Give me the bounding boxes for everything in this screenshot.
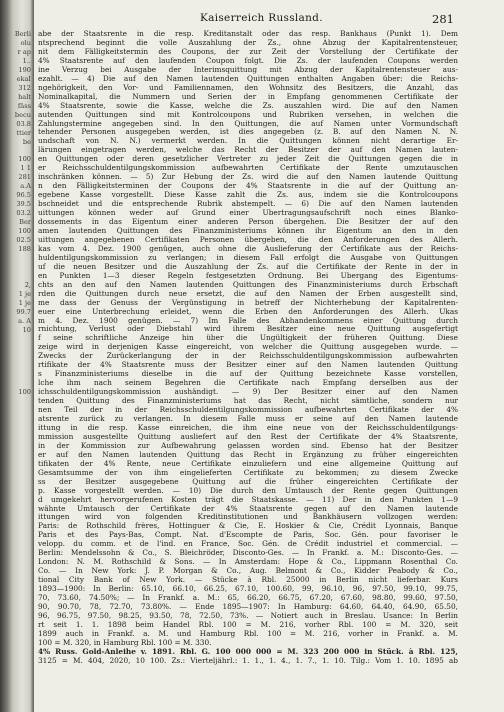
text-line: ezahlt. — 4) Die auf den Namen lautenden Quittungen enthalten Angaben über: die Reichs- xyxy=(38,74,458,83)
text-line: Berlin: Mendelssohn & Co., S. Bleichröder, Disconto-Ges. — In Frankf. a. M.: Disconto-Ges. — xyxy=(38,549,458,558)
text-line: rtifikate der 4% Staatsrente muss der Besitzer einer auf den Namen lautenden Quittung xyxy=(38,361,458,370)
margin-fragment: be xyxy=(22,137,31,146)
text-line: nen Teil der in der Reichsschuldentilgungskommission aufbewahrten Certifikate der 4% xyxy=(38,406,458,415)
text-line: p. Kasse vorgestellt werden. — 10) Die durch den Umtausch der Rente gegen Quittungen xyxy=(38,486,458,495)
text-line: ine Verzug bei Ausgabe der Interimsquittung mit Abzug der Kapitalrentensteuer aus- xyxy=(38,65,458,74)
text-line: en Punkten 1—3 dieser Regeln festgesetzten Ordnung. Bei Übergang des Eigentums- xyxy=(38,271,458,280)
text-line: ittungen wird von folgenden Kreditinstitutionen und Bankhäusern vollzogen werden: xyxy=(38,513,458,522)
text-line: tenden Quittung des Finanzministeriums hat das Recht, nicht sämtliche, sondern nur xyxy=(38,397,458,406)
margin-fragment: 100 xyxy=(18,155,31,164)
text-line: n den Fälligkeitsterminen der Coupons der 4% Staatsrente in die auf der Quittung an- xyxy=(38,182,458,191)
text-line: 96, 96.75, 97.50, 98.25, 93.50, 78, 72.50, 73%. — Notiert auch in Breslau. Usance: In Berlin xyxy=(38,611,458,620)
text-line: ichsschuldentilgungskommission aushändigt. — 9) Der Besitzer einer auf den Namen xyxy=(38,388,458,397)
text-line: uittungen können weder auf Grund einer Übertragungsaufschrift noch eines Blanko- xyxy=(38,209,458,218)
margin-fragment: Ber xyxy=(19,218,31,227)
text-line: amen lautenden Quittungen des Finanzministeriums können ihr Eigentum an den in den xyxy=(38,226,458,235)
text-line: rnichtung, Verlust oder Diebstahl wird ihrem Besitzer eine neue Quittung ausgefertigt xyxy=(38,325,458,334)
text-line: zeige wird in derjenigen Kasse eingereicht, von welcher die Quittung ausgegeben wurde. — xyxy=(38,343,458,352)
margin-fragment: 39.5 xyxy=(16,200,31,209)
text-line: bschneidet und die entsprechende Rubrik abstempelt. — 6) Die auf den Namen lautenden xyxy=(38,200,458,209)
text-line: velopp. du comm. et de l'ind. en France, Soc. Gén. de Crédit industriel et commercial. — xyxy=(38,540,458,549)
text-line: 1893—1900: In Berlin: 65.10, 66.10, 66.25, 67.10, 100.60, 99, 96.10, 96, 97.50, 99.10, 99.75, xyxy=(38,585,458,594)
margin-fragment: 03.8 xyxy=(16,119,31,128)
margin-fragment: 188 xyxy=(18,245,31,254)
text-line: atsrente zurück zu verlangen. In diesem Falle muss er seine auf den Namen lautende xyxy=(38,414,458,423)
text-line: er auf den Namen lautenden Quittung das Recht in Ergänzung zu früher eingereichten xyxy=(38,450,458,459)
text-line: egebene Kasse vorgestellt. Diese Kasse zahlt die Zs. aus, indem sie die Kontrolcoupons xyxy=(38,191,458,200)
text-line: lche ihm nach seinem Begehren die Certifikate nach Empfang derselben aus der xyxy=(38,379,458,388)
text-line: tifikaten der 4% Rente, neue Certifikate einzuliefern und eine allgemeine Quittung auf xyxy=(38,459,458,468)
margin-fragment: 2, xyxy=(24,280,31,289)
text-line: Gesamtsumme der von ihm eingelieferten Certifikate zu bekommen; zu diesem Zwecke xyxy=(38,468,458,477)
margin-fragment: olu xyxy=(20,38,31,47)
margin-fragment: 1 je xyxy=(18,298,31,307)
bond-entry-line: 3125 = M. 404, 2020, 10 100. Zs.: Vierteljährl.: 1. 1., 1. 4., 1. 7., 1. 10. Tilg.: Vom 1. 10. 1895 ab xyxy=(38,656,458,665)
margin-fragment: 96.5 xyxy=(16,191,31,200)
text-line: s Finanzministeriums dieselbe in die auf der Quittung bezeichnete Kasse vorstellen, xyxy=(38,370,458,379)
text-line: uf die neuen Besitzer und die Auszahlung der Zs. auf die Certifikate der Rente in der in xyxy=(38,262,458,271)
text-line: Co. — In New York: J. P. Morgan & Co., Aug. Belmont & Co., Kidder Peabody & Co., xyxy=(38,567,458,576)
margin-fragment: a.A xyxy=(20,182,31,191)
margin-fragment: 190 xyxy=(18,65,31,74)
text-line: me dass der Genuss der Vergünstigung in betreff der Nichterhebung der Kapitalrenten- xyxy=(38,298,458,307)
page-number: 281 xyxy=(432,12,454,26)
text-line: lärungen eingetragen werden, welche das Recht der Besitzer der auf den Namen lauten- xyxy=(38,146,458,155)
margin-fragment: ttier xyxy=(16,128,31,137)
text-line: tehender Personen ausgegeben werden, ist dies angegeben (z. B. auf den Namen N. N. xyxy=(38,128,458,137)
text-line: tional City Bank of New York. — Stücke à Rbl. 25000 in Berlin nicht lieferbar. Kurs xyxy=(38,576,458,585)
text-line: Nominalkapital, die Nummern und Serien der in Empfang genommenen Certifikate der xyxy=(38,92,458,101)
margin-fragment: 100 xyxy=(18,227,31,236)
margin-fragment: 312 xyxy=(18,83,31,92)
margin-fragment: becu xyxy=(14,110,31,119)
margin-fragment: Berli xyxy=(14,30,31,38)
text-line: d umgekehrt hervorgerufenen Kosten trägt die Staatskasse. — 11) Der in den Punkten 1—9 xyxy=(38,495,458,504)
margin-fragment: a. A xyxy=(18,316,31,325)
text-line: Paris et des Pays-Bas, Compt. Nat. d'Escompte de Paris, Soc. Gén. pour favoriser le xyxy=(38,531,458,540)
text-line: ntsprechend beginnt die volle Auszahlung der Zs., ohne Abzug der Kapitalrentensteuer, xyxy=(38,38,458,47)
text-line: en Quittungen oder deren gesetzlicher Vertreter zu jeder Zeit die Quittungen gegen die in xyxy=(38,155,458,164)
bond-entry-heading: 4% Russ. Gold-Anleihe v. 1891. Rbl. G. 100 000 000 = M. 323 200 000 in Stück. à Rbl. 125, xyxy=(38,647,458,656)
text-line: inschränken können. — 5) Zur Hebung der Zs. wird die auf den Namen lautende Quittung xyxy=(38,173,458,182)
margin-fragment: 1 je xyxy=(18,289,31,298)
text-line: m 4. Dez. 1900 genügen. — 7) Im Falle des Abhandenkommens einer Quittung durch xyxy=(38,316,458,325)
text-line: kas vom 4. Dez. 1900 genügen, auch ohne die Auslieferung der Certifikate aus der Reichs- xyxy=(38,244,458,253)
text-line: undschaft von N. N.) vermerkt werden. In die Quittungen können nicht derartige Er- xyxy=(38,137,458,146)
margin-fragment: 1.. xyxy=(22,56,31,65)
text-line: ittung in die resp. Kasse einreichen, die ihm eine neue von der Reichsschuldentilgungs- xyxy=(38,423,458,432)
text-line: 1899 auch in Frankf. a. M. und Hamburg Rbl. 100 = M. 216, vorher in Frankf. a. M. xyxy=(38,629,458,638)
margin-fragment: fäss xyxy=(17,101,31,110)
text-line: ss der Besitzer ausgegebene Quittung auf die früher eingereichten Certifikate der xyxy=(38,477,458,486)
text-line: London: N. M. Rothschild & Sons. — In Amsterdam: Hope & Co., Lippmann Rosenthal Co. xyxy=(38,558,458,567)
text-line: dossements in das Eigentum einer anderen Person übergehen. Die Besitzer der auf den xyxy=(38,218,458,227)
text-line: huldentilgungskommission zu verlangen; in diesem Fall erfolgt die Ausgabe von Quittungen xyxy=(38,253,458,262)
text-line: mmission ausgestellte Quittung ausliefert auf den Rest der Certifikate der 4% Staatsrente, xyxy=(38,432,458,441)
margin-fragment: 10 xyxy=(22,325,31,334)
text-line: abe der Staatsrente in die resp. Kreditanstalt oder das resp. Bankhaus (Punkt 1). Dem xyxy=(38,30,458,38)
text-line: 70, 73.60, 74.50%; — In Frankf. a. M.: 65, 66.20, 66.75, 67.20, 67.60, 98.80, 99.60, 97.50, xyxy=(38,594,458,603)
text-line: Zwecks der Zurückerlangung der in der Reichsschuldentilgungskommission aufbewahrten xyxy=(38,352,458,361)
running-title: Kaiserreich Russland. xyxy=(200,12,323,24)
text-line: Paris: de Rothschild frères, Hottinguer & Cie, E. Hoskier & Cie, Crédit Lyonnais, Banque xyxy=(38,522,458,531)
margin-fragment: halt xyxy=(18,92,31,101)
margin-fragment: ekaI xyxy=(16,74,31,83)
text-line: er Reichsschuldentilgungskommission aufbewahrten Certifikate der Rente umzutauschen xyxy=(38,164,458,173)
text-line: 100 = M. 320, in Hamburg Rbl. 100 = M. 330. xyxy=(38,638,212,647)
text-line: wähnte Umtausch der Certifikate der 4% Staatsrente gegen auf den Namen lautende xyxy=(38,504,458,513)
text-line: 90, 90.70, 78, 72.70, 73.80%. — Ende 1895—1907: In Hamburg: 64.60, 64.40, 64.90, 65.50, xyxy=(38,603,458,611)
margin-fragment: 1 1 xyxy=(20,164,31,173)
margin-fragment: r ap xyxy=(17,47,31,56)
margin-fragment: 99.7 xyxy=(16,307,31,316)
text-line: autenden Quittungen sind mit Kontrolcoupons und Rubriken versehen, in welchen die xyxy=(38,110,458,119)
margin-fragment: 02.5 xyxy=(16,236,31,245)
margin-fragment: 281 xyxy=(18,173,31,182)
text-line: nit dem Fälligkeitstermin des Coupons, der zur Zeit der Vorstellung der Certifikate der xyxy=(38,47,458,56)
text-line: uittungen angegebenen Certifikaten Personen übergeben, die den Anforderungen des Allerh. xyxy=(38,235,458,244)
text-line: rden die Quittungen durch neue ersetzt, die auf den Namen der Erben ausgestellt sind, xyxy=(38,289,458,298)
margin-fragment: 03.2 xyxy=(16,209,31,218)
page-body-text xyxy=(38,30,458,666)
text-line: ngehörigkeit, den Vor- und Familiennamen, den Wohnsitz des Besitzers, die Anzahl, das xyxy=(38,83,458,92)
text-line: chts an den auf den Namen lautenden Quittungen des Finanzministeriums durch Erbschaft xyxy=(38,280,458,289)
text-line: 4% Staatsrente, sowie die Kasse, welche die Zs. auszahlen wird. Die auf den Namen xyxy=(38,101,458,110)
text-line: in der Kommission zur Aufbewahrung gelassen worden sind. Ebenso hat der Besitzer xyxy=(38,441,458,450)
page-header xyxy=(38,12,458,26)
left-margin-previous-page xyxy=(0,0,34,712)
text-line: euer eine Unterbrechung erleidet, wenn die Erben den Anforderungen des Allerh. Ukas xyxy=(38,307,458,316)
text-line: rt seit 1. 1. 1898 beim Handel Rbl. 100 = M. 216, vorher Rbl. 100 = M. 320, seit xyxy=(38,620,458,629)
text-line: Zahlungstermine angegeben sind. In den Quittungen, die auf Namen unter Vormundschaft xyxy=(38,119,458,128)
margin-fragment: 100 xyxy=(18,388,31,397)
text-line: f seine schriftliche Anzeige hin über die Ungültigkeit der früheren Quittung. Diese xyxy=(38,334,458,343)
text-line: 4% Staatsrente auf den laufenden Coupon folgt. Die Zs. der laufenden Coupons werden xyxy=(38,56,458,65)
